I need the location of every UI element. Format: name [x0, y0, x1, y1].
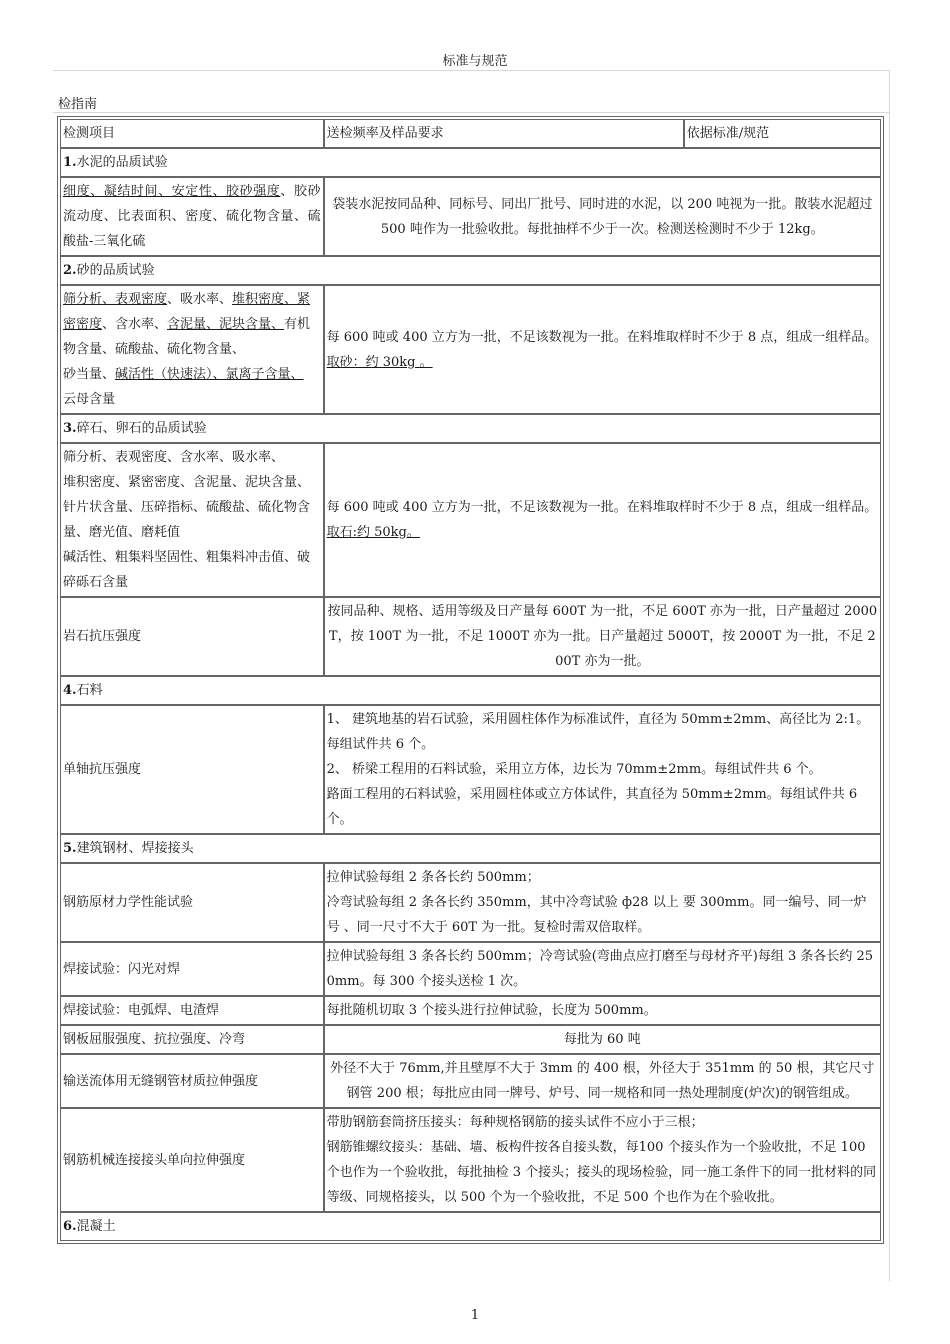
test-item-cell [60, 177, 324, 256]
test-item-text: 砂当量、 [63, 367, 116, 382]
test-item-cell [60, 285, 324, 414]
test-item-line: 针片状含量、压碎指标、硫酸盐、硫化物含量、磨光值、磨耗值 [63, 500, 311, 540]
test-item-cell: 岩石抗压强度 [60, 597, 324, 676]
test-item-line: 筛分析、表观密度、含水率、吸水率、 [63, 450, 285, 465]
table-row [60, 597, 881, 676]
sample-amount: 取砂：约 30kg 。 [326, 354, 433, 370]
requirement-cell: 拉伸试验每组 3 条各长约 500mm；冷弯试验(弯曲点应打磨至与母材齐平)每组 3 条各长约 250mm。每 300 个接头送检 1 次。 [324, 942, 881, 996]
section-row [60, 676, 881, 705]
requirement-line: 钢筋锥螺纹接头：基础、墙、板构件按各自接头数，每100 个接头作为一个验收批，不足 100 个也作为一个验收批，每批抽检 3 个接头；接头的现场检验，同一施工条件下的同一批材料的同等级、同规格接头，以 500 个为一个验收批，不足 500 个也作为在个验收批。 [326, 1140, 877, 1205]
section-row [60, 256, 881, 285]
header-item: 检测项目 [60, 119, 324, 148]
requirement-line: 拉伸试验每组 2 条各长约 500mm； [326, 870, 540, 885]
requirement-cell: 袋装水泥按同品种、同标号、同出厂批号、同时进的水泥，以 200 吨视为一批。散装水泥超过 500 吨作为一批验收批。每批抽样不少于一次。检测送检测时不少于 12kg。 [324, 177, 881, 256]
test-item-underlined: 含泥量、泥块含量、 [167, 317, 285, 332]
section-title: 水泥的品质试验 [76, 155, 168, 170]
section-title-sand [60, 256, 881, 285]
section-title: 砂的品质试验 [76, 263, 155, 278]
requirement-cell: 外径不大于 76mm,并且壁厚不大于 3mm 的 400 根，外径大于 351mm 的 50 根，其它尺寸钢管 200 根；每批应由同一牌号、炉号、同一规格和同一热处理制度(炉次)的钢管组成。 [324, 1054, 881, 1108]
header-standard: 依据标准/规范 [684, 119, 881, 148]
sample-amount: 取石:约 50kg。 [326, 525, 420, 540]
section-title-cement [60, 148, 881, 177]
table-row [60, 942, 881, 996]
requirement-text: 每 600 吨或 400 立方为一批，不足该数视为一批。在料堆取样时不少于 8 点，组成一组样品。 [326, 329, 878, 345]
test-item-cell: 单轴抗压强度 [60, 705, 324, 834]
requirement-line: 带肋钢筋套筒挤压接头：每种规格钢筋的接头试件不应小于三根； [326, 1115, 704, 1130]
test-item-line: 堆积密度、紧密密度、含泥量、泥块含量、 [63, 475, 311, 490]
section-number: 1. [63, 155, 77, 170]
test-item-underlined: 细度、凝结时间、安定性、胶砂强度 [63, 184, 281, 199]
section-title: 建筑钢材、焊接接头 [76, 841, 194, 856]
test-item-text: 、吸水率、 [167, 292, 233, 307]
doc-label: 检指南 [58, 97, 98, 112]
table-row [60, 863, 881, 942]
requirement-cell [324, 443, 881, 597]
table-row [60, 705, 881, 834]
requirement-line: 2、 桥梁工程用的石料试验，采用立方体，边长为 70mm±2mm。每组试件共 6 个。 [326, 762, 822, 777]
requirement-cell [324, 285, 881, 414]
test-item-cell: 焊接试验：电弧焊、电渣焊 [60, 996, 324, 1025]
section-row [60, 148, 881, 177]
test-item-underlined: 堆积密度、紧密密度 [63, 292, 311, 332]
test-guide-table [57, 116, 884, 1244]
requirement-cell: 每批为 60 吨 [324, 1025, 881, 1054]
section-row [60, 414, 881, 443]
section-number: 4. [63, 683, 77, 698]
test-item-cell: 输送流体用无缝钢管材质拉伸强度 [60, 1054, 324, 1108]
test-item-cell [60, 443, 324, 597]
test-item-cell: 钢筋原材力学性能试验 [60, 863, 324, 942]
requirement-cell: 按同品种、规格、适用等级及日产量每 600T 为一批，不足 600T 亦为一批，日产量超过 2000T，按 100T 为一批，不足 1000T 亦为一批。日产量超过 5000T，按 2000T 为一批，不足 200T 亦为一批。 [324, 597, 881, 676]
section-title-steel [60, 834, 881, 863]
requirement-cell [324, 1108, 881, 1212]
section-row [60, 834, 881, 863]
section-number: 5. [63, 841, 77, 856]
requirement-line: 冷弯试验每组 2 条各长约 350mm，其中冷弯试验 ф28 以上 要 300mm。同一编号、同一炉号 、同一尺寸不大于 60T 为一批。复检时需双倍取样。 [326, 895, 867, 935]
section-number: 2. [63, 263, 77, 278]
table-row [60, 1108, 881, 1212]
requirement-cell [324, 863, 881, 942]
page-header: 标准与规范 [442, 54, 508, 69]
section-title-gravel [60, 414, 881, 443]
test-item-text: 、含水率、 [102, 317, 168, 332]
table-row [60, 443, 881, 597]
section-title: 石料 [76, 683, 103, 698]
requirement-text: 每 600 吨或 400 立方为一批，不足该数视为一批。在料堆取样时不少于 8 点，组成一组样品。 [326, 500, 878, 515]
test-item-text: 、胶砂流动度、比表面积、密度、硫化物含量、硫酸盐-三氧化硫 [63, 184, 321, 249]
frame-rule [53, 112, 890, 113]
table-row [60, 996, 881, 1025]
section-title-stone [60, 676, 881, 705]
table-row [60, 285, 881, 414]
test-item-underlined: 筛分析、表观密度 [63, 292, 168, 307]
table-header-row [60, 119, 881, 148]
section-number: 3. [63, 421, 77, 436]
section-title-concrete [60, 1212, 881, 1241]
table-row [60, 1054, 881, 1108]
requirement-line: 路面工程用的石料试验，采用圆柱体或立方体试件，其直径为 50mm±2mm。每组试件共 6 个。 [326, 787, 858, 827]
page-number: 1 [470, 1308, 480, 1323]
test-item-text: 有机物含量、硫酸盐、硫化物含量、 [63, 317, 311, 357]
test-item-cell: 焊接试验：闪光对焊 [60, 942, 324, 996]
test-item-line: 碱活性、粗集料坚固性、粗集料冲击值、破碎砾石含量 [63, 550, 311, 590]
table-row [60, 177, 881, 256]
table-row [60, 1025, 881, 1054]
section-number: 6. [63, 1219, 77, 1234]
test-item-text: 云母含量 [63, 392, 116, 407]
test-item-underlined: 碱活性（快速法）、氯离子含量、 [115, 367, 304, 382]
section-row [60, 1212, 881, 1241]
section-title: 碎石、卵石的品质试验 [76, 421, 207, 436]
test-item-cell: 钢筋机械连接接头单向拉伸强度 [60, 1108, 324, 1212]
test-item-cell: 钢板屈服强度、抗拉强度、冷弯 [60, 1025, 324, 1054]
requirement-cell [324, 705, 881, 834]
requirement-cell: 每批随机切取 3 个接头进行拉伸试验，长度为 500mm。 [324, 996, 881, 1025]
section-title: 混凝土 [76, 1219, 116, 1234]
requirement-line: 1、 建筑地基的岩石试验，采用圆柱体作为标准试件，直径为 50mm±2mm、高径比为 2:1。每组试件共 6 个。 [326, 712, 870, 752]
header-frequency: 送检频率及样品要求 [324, 119, 684, 148]
